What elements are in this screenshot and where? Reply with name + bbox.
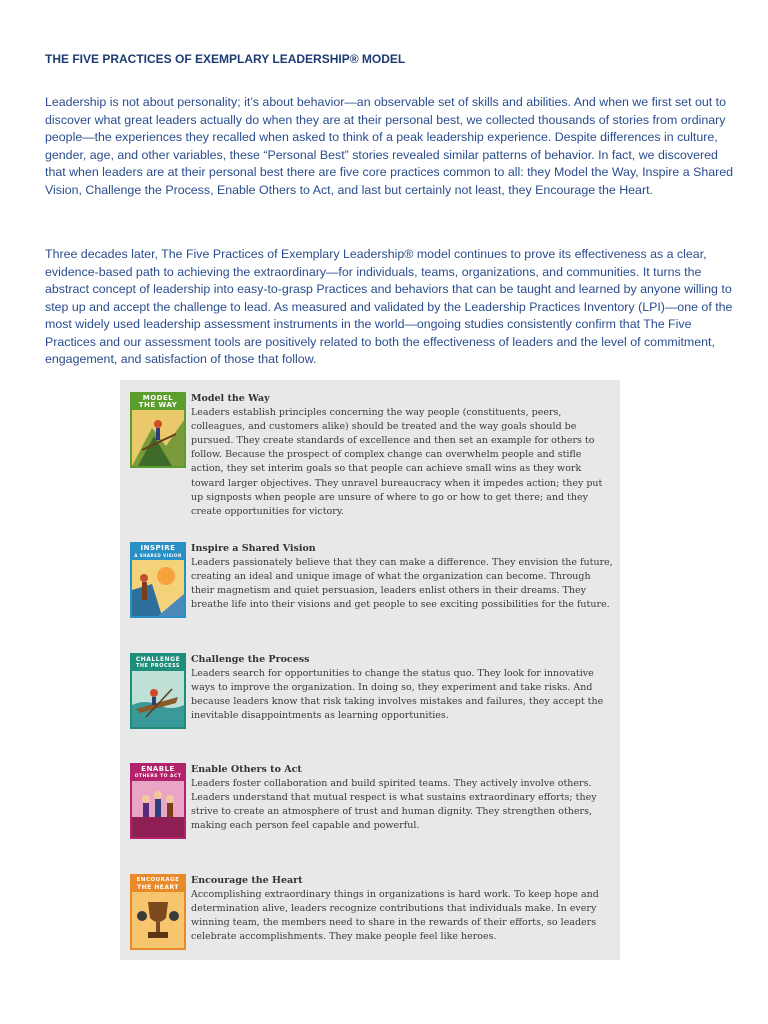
trophy-illustration-icon xyxy=(132,892,184,948)
practice-title: Encourage the Heart xyxy=(191,875,303,886)
cover-title-line2: THE PROCESS xyxy=(135,663,181,669)
practice-title: Model the Way xyxy=(191,393,270,404)
page-title: THE FIVE PRACTICES OF EXEMPLARY LEADERSHIP® MODEL xyxy=(45,52,406,66)
intro-paragraph-2: Three decades later, The Five Practices of Exemplary Leadership® model continues to prove its effectiveness as a clear, evidence-based path to achieving the extraordinary—for individuals, teams, organizations, and communities. It turns the abstract concept of leadership into easy-to-grasp Practices and behaviors that can be taught and learned by anyone willing to step up and accept the challenge to lead. As measured and validated by the Leadership Practices Inventory (LPI)—one of the most widely used leadership assessment instruments in the world—ongoing studies consistently confirm that The Five Practices and our assessment tools are positively related to both the effectiveness of leaders and the level of commitment, engagement, and satisfaction of those that follow. xyxy=(45,247,733,366)
practice-description: Leaders passionately believe that they can make a difference. They envision the future, creating an ideal and unique image of what the organization can become. Through their magnetism and quiet persuasion, leaders enlist others in their dreams. They breathe life into their visions and get people to see exciting possibilities for the future. xyxy=(191,557,613,611)
practice-title: Challenge the Process xyxy=(191,654,310,665)
cover-title-line1: MODEL xyxy=(142,394,174,402)
cover-title-line1: INSPIRE xyxy=(140,544,176,552)
practice-title: Inspire a Shared Vision xyxy=(191,543,316,554)
rowing-illustration-icon xyxy=(132,671,184,727)
inspire-a-shared-vision-cover-image xyxy=(130,542,186,618)
enable-others-to-act-cover-image xyxy=(130,763,186,839)
practice-description: Leaders foster collaboration and build spirited teams. They actively involve others. Leaders understand that mutual respect is what sustains extraordinary efforts; they strive to create an atmosphere of trust and human dignity. They strengthen others, making each person feel capable and powerful. xyxy=(191,778,597,832)
practice-description: Accomplishing extraordinary things in organizations is hard work. To keep hope and determination alive, leaders recognize contributions that individuals make. In every winning team, the members need to share in the rewards of their efforts, so leaders celebrate accomplishments. They make people feel like heroes. xyxy=(191,889,599,943)
team-illustration-icon xyxy=(132,781,184,837)
practice-description: Leaders establish principles concerning the way people (constituents, peers, colleagues, and customers alike) should be treated and the way goals should be pursued. They create standards of excellence and then set an example for others to follow. Because the prospect of complex change can overwhelm people and stifle action, they set interim goals so that people can achieve small wins as they work toward larger objectives. They unravel bureaucracy when it impedes action; they put up signposts when people are unsure of where to go or how to get there; and they create opportunities for victory. xyxy=(191,407,603,517)
cover-title-line1: ENABLE xyxy=(141,765,175,773)
cover-title-line1: CHALLENGE xyxy=(135,656,181,663)
model-the-way-cover-image xyxy=(130,392,186,468)
cover-title-line2: THE HEART xyxy=(136,884,179,891)
practice-description: Leaders search for opportunities to change the status quo. They look for innovative ways to improve the organization. In doing so, they experiment and take risks. And because leaders know that risk taking involves mistakes and failures, they accept the inevitable disappointments as learning opportunities. xyxy=(191,668,604,722)
cover-title-line2: THE WAY xyxy=(138,401,178,409)
encourage-the-heart-cover-image xyxy=(130,874,186,950)
challenge-the-process-cover-image xyxy=(130,653,186,729)
practices-panel xyxy=(120,380,620,960)
cover-title-line2: A SHARED VISION xyxy=(134,553,182,558)
climbers-illustration-icon xyxy=(132,410,184,466)
cover-title-line2: OTHERS TO ACT xyxy=(134,774,182,779)
intro-paragraph-1: Leadership is not about personality; it’s about behavior—an observable set of skills and abilities. And when we first set out to discover what great leaders actually do when they are at their personal best, we collected thousands of stories from ordinary people—the experiences they recalled when asked to think of a peak leadership experience. Despite differences in culture, gender, age, and other variables, these “Personal Best” stories revealed similar patterns of behavior. In fact, we discovered that when leaders are at their personal best there are five core practices common to all: they Model the Way, Inspire a Shared Vision, Challenge the Process, Enable Others to Act, and last but certainly not least, they Encourage the Heart. xyxy=(45,95,734,197)
practice-title: Enable Others to Act xyxy=(191,764,302,775)
vision-illustration-icon xyxy=(132,560,184,616)
cover-title-line1: ENCOURAGE xyxy=(136,877,180,883)
